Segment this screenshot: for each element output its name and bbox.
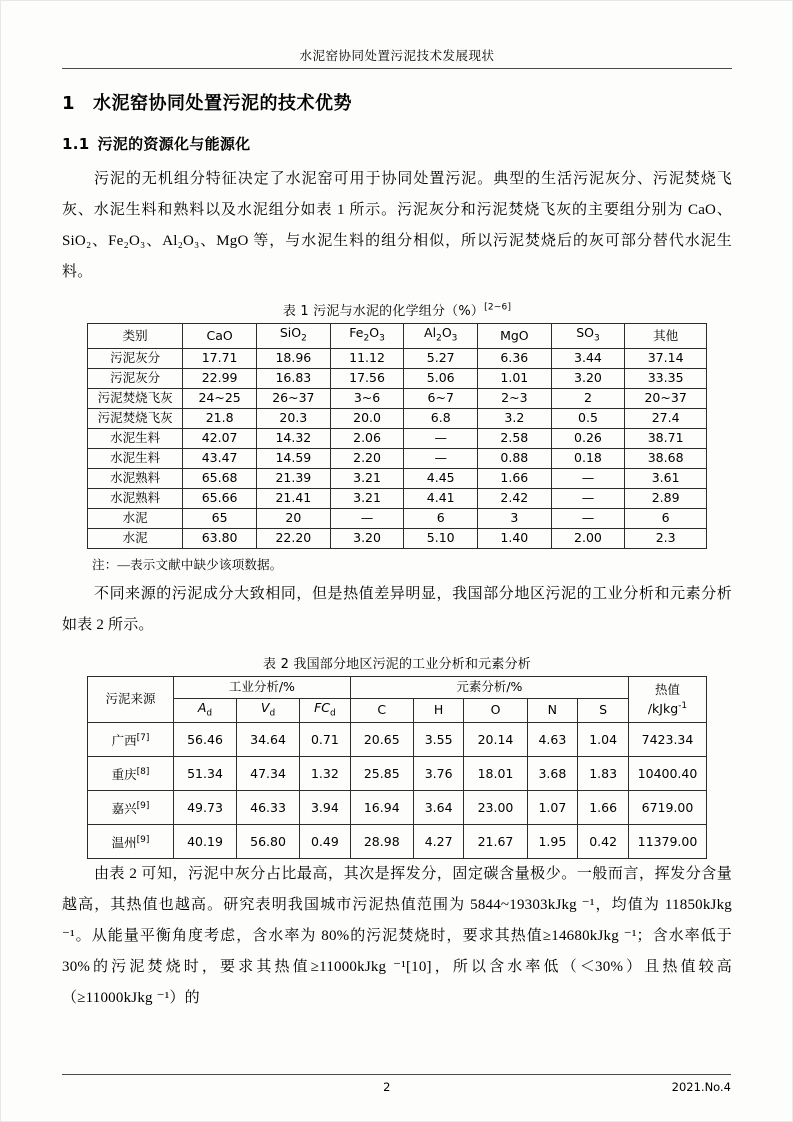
table2-cell-value: 1.07 bbox=[527, 791, 578, 825]
table1-cell-value: — bbox=[330, 508, 404, 528]
table1-cell-value: 1.66 bbox=[478, 468, 552, 488]
table1-cell-value: 2.3 bbox=[625, 528, 707, 548]
footer-divider bbox=[62, 1074, 731, 1075]
table2-cell-value: 3.55 bbox=[413, 723, 464, 757]
table1-cell-value: 2.42 bbox=[478, 488, 552, 508]
table1-cell-value: 21.39 bbox=[256, 468, 330, 488]
table1-cell-value: 6.8 bbox=[404, 408, 478, 428]
table1-cell-value: 20 bbox=[256, 508, 330, 528]
table1-cell-value: 14.32 bbox=[256, 428, 330, 448]
table1-cell-value: 3.2 bbox=[478, 408, 552, 428]
table-row bbox=[88, 825, 707, 859]
table-row bbox=[88, 348, 707, 368]
page-content bbox=[62, 46, 732, 1016]
table1-cell-value: 3.21 bbox=[330, 488, 404, 508]
table1-cell-value: 4.45 bbox=[404, 468, 478, 488]
table1-cell-value: 2.89 bbox=[625, 488, 707, 508]
page-number: 2 bbox=[383, 1080, 391, 1094]
table2-cell-value: 1.83 bbox=[578, 757, 629, 791]
table2-cell-value: 3.94 bbox=[300, 791, 351, 825]
section-title: 水泥窑协同处置污泥的技术优势 bbox=[93, 93, 353, 114]
table1-header-sio2: SiO$_2$ bbox=[256, 324, 330, 349]
table2-cell-value: 0.49 bbox=[300, 825, 351, 859]
sludge-analysis-table bbox=[87, 676, 707, 860]
table1-cell-value: 6~7 bbox=[404, 388, 478, 408]
table2-cell-heat-value: 6719.00 bbox=[629, 791, 707, 825]
table1-cell-category: 污泥焚烧飞灰 bbox=[88, 388, 183, 408]
table2-cell-value: 20.65 bbox=[350, 723, 413, 757]
table2-header-heat-value bbox=[629, 676, 707, 723]
table1-cell-value: 6.36 bbox=[478, 348, 552, 368]
table1-cell-value: 22.99 bbox=[183, 368, 257, 388]
table-row bbox=[88, 757, 707, 791]
table1-cell-value: 1.40 bbox=[478, 528, 552, 548]
table-row bbox=[88, 528, 707, 548]
table2-cell-value: 34.64 bbox=[237, 723, 300, 757]
table-row bbox=[88, 468, 707, 488]
table1-cell-value: 21.8 bbox=[183, 408, 257, 428]
table1-cell-value: 3.20 bbox=[330, 528, 404, 548]
table2-cell-value: 21.67 bbox=[464, 825, 527, 859]
table1-cell-value: — bbox=[551, 488, 625, 508]
table1-cell-value: 65.68 bbox=[183, 468, 257, 488]
footer-row bbox=[62, 1080, 731, 1094]
table1-cell-category: 污泥灰分 bbox=[88, 348, 183, 368]
table1-cell-value: 0.26 bbox=[551, 428, 625, 448]
table2-cell-value: 46.33 bbox=[237, 791, 300, 825]
table-row bbox=[88, 508, 707, 528]
table1-cell-value: 3.61 bbox=[625, 468, 707, 488]
table1-cell-value: 21.41 bbox=[256, 488, 330, 508]
table1-cell-value: 3.44 bbox=[551, 348, 625, 368]
table-row bbox=[88, 388, 707, 408]
table1-cell-value: 3 bbox=[478, 508, 552, 528]
table-row bbox=[88, 488, 707, 508]
table1-caption bbox=[62, 300, 732, 319]
table1-header-fe2o3: $Fe_2O_3$ bbox=[330, 324, 404, 349]
table2-subheader-h: H bbox=[413, 698, 464, 723]
table2-cell-value: 4.63 bbox=[527, 723, 578, 757]
table1-cell-value: 42.07 bbox=[183, 428, 257, 448]
table2-cell-value: 18.01 bbox=[464, 757, 527, 791]
table1-cell-value: 2.20 bbox=[330, 448, 404, 468]
paragraph-2: 不同来源的污泥成分大致相同，但是热值差异明显，我国部分地区污泥的工业分析和元素分析如表 2 所示。 bbox=[62, 585, 732, 633]
table1-cell-value: 65 bbox=[183, 508, 257, 528]
table1-cell-value: — bbox=[551, 508, 625, 528]
table2-cell-value: 3.76 bbox=[413, 757, 464, 791]
table-row bbox=[88, 791, 707, 825]
table2-cell-source: 广西[7] bbox=[88, 723, 174, 757]
table1-cell-value: 16.83 bbox=[256, 368, 330, 388]
table2-subheader-o: O bbox=[464, 698, 527, 723]
table2-cell-value: 47.34 bbox=[237, 757, 300, 791]
table1-cell-value: 2.00 bbox=[551, 528, 625, 548]
table2-header-industrial: 工业分析/% bbox=[174, 676, 351, 698]
chemical-composition-table bbox=[87, 323, 707, 549]
table1-cell-value: — bbox=[551, 468, 625, 488]
running-header: 水泥窑协同处置污泥技术发展现状 bbox=[299, 48, 495, 63]
table1-cell-value: 2 bbox=[551, 388, 625, 408]
table2-header-element: 元素分析/% bbox=[350, 676, 628, 698]
table2-subheader-s: S bbox=[578, 698, 629, 723]
table1-cell-value: 3~6 bbox=[330, 388, 404, 408]
page-footer bbox=[62, 1074, 731, 1094]
table2-cell-value: 23.00 bbox=[464, 791, 527, 825]
table1-cell-value: 4.41 bbox=[404, 488, 478, 508]
table1-cell-value: 0.18 bbox=[551, 448, 625, 468]
table2-cell-value: 56.80 bbox=[237, 825, 300, 859]
subsection-heading bbox=[62, 133, 732, 154]
table1-cell-value: — bbox=[404, 428, 478, 448]
table2-cell-value: 20.14 bbox=[464, 723, 527, 757]
table2-cell-value: 0.71 bbox=[300, 723, 351, 757]
table1-cell-value: 24~25 bbox=[183, 388, 257, 408]
subsection-number: 1.1 bbox=[62, 135, 90, 153]
table1-cell-value: 5.10 bbox=[404, 528, 478, 548]
paragraph-1: 污泥的无机组分特征决定了水泥窑可用于协同处置污泥。典型的生活污泥灰分、污泥焚烧飞灰、水泥生料和熟料以及水泥组分如表 1 所示。污泥灰分和污泥焚烧飞灰的主要组分别为 CaO、SiO₂、Fe₂O₃、Al₂O₃、MgO 等，与水泥生料的组分相似，所以污泥焚烧后的灰可部分替代水泥生料。 bbox=[62, 171, 732, 280]
table1-header-mgo: MgO bbox=[478, 324, 552, 349]
table1-cell-value: 11.12 bbox=[330, 348, 404, 368]
table1-cell-value: 14.59 bbox=[256, 448, 330, 468]
table-row bbox=[88, 448, 707, 468]
table2-header-row-1 bbox=[88, 676, 707, 698]
table1-cell-category: 水泥生料 bbox=[88, 448, 183, 468]
table-header-row bbox=[88, 324, 707, 349]
table1-cell-value: 37.14 bbox=[625, 348, 707, 368]
heat-unit-exponent: -1 bbox=[678, 700, 688, 711]
table1-cell-value: 3.21 bbox=[330, 468, 404, 488]
table1-cell-value: 0.88 bbox=[478, 448, 552, 468]
table1-cell-value: 6 bbox=[625, 508, 707, 528]
section-heading bbox=[62, 89, 732, 115]
table1-cell-category: 水泥生料 bbox=[88, 428, 183, 448]
table2-cell-value: 4.27 bbox=[413, 825, 464, 859]
table2-header-source: 污泥来源 bbox=[88, 676, 174, 723]
table1-cell-value: 17.71 bbox=[183, 348, 257, 368]
table1-caption-text: 表 1 污泥与水泥的化学组分（%） bbox=[282, 304, 485, 319]
table-row bbox=[88, 368, 707, 388]
table1-cell-value: 18.96 bbox=[256, 348, 330, 368]
table1-cell-value: 63.80 bbox=[183, 528, 257, 548]
table2-cell-value: 3.64 bbox=[413, 791, 464, 825]
table2-cell-source: 嘉兴[9] bbox=[88, 791, 174, 825]
table2-cell-value: 28.98 bbox=[350, 825, 413, 859]
table1-cell-value: 26~37 bbox=[256, 388, 330, 408]
table1-caption-reference: [2~6] bbox=[484, 302, 512, 313]
table1-cell-category: 水泥 bbox=[88, 508, 183, 528]
table-row bbox=[88, 723, 707, 757]
table1-cell-category: 污泥焚烧飞灰 bbox=[88, 408, 183, 428]
table1-cell-value: 17.56 bbox=[330, 368, 404, 388]
table2-subheader-c: C bbox=[350, 698, 413, 723]
table1-cell-value: 2.06 bbox=[330, 428, 404, 448]
table1-cell-value: 27.4 bbox=[625, 408, 707, 428]
table1-cell-value: 20.3 bbox=[256, 408, 330, 428]
table1-cell-value: 65.66 bbox=[183, 488, 257, 508]
table1-cell-value: 0.5 bbox=[551, 408, 625, 428]
table2-cell-source: 温州[9] bbox=[88, 825, 174, 859]
table2-subheader-vd: $V_d$ bbox=[237, 698, 300, 723]
table2-cell-value: 1.95 bbox=[527, 825, 578, 859]
table1-cell-value: 20~37 bbox=[625, 388, 707, 408]
table1-header-al2o3: $Al_2O_3$ bbox=[404, 324, 478, 349]
table2-cell-value: 56.46 bbox=[174, 723, 237, 757]
table2-cell-value: 1.32 bbox=[300, 757, 351, 791]
table2-cell-heat-value: 11379.00 bbox=[629, 825, 707, 859]
section-number: 1 bbox=[62, 93, 76, 114]
table1-cell-value: 38.68 bbox=[625, 448, 707, 468]
table1-cell-value: 20.0 bbox=[330, 408, 404, 428]
table1-cell-category: 水泥熟料 bbox=[88, 468, 183, 488]
table1-cell-value: 33.35 bbox=[625, 368, 707, 388]
table1-header-other: 其他 bbox=[625, 324, 707, 349]
table2-subheader-fcd: $FC_d$ bbox=[300, 698, 351, 723]
table2-cell-value: 1.04 bbox=[578, 723, 629, 757]
table2-subheader-n: N bbox=[527, 698, 578, 723]
table1-cell-value: 2.58 bbox=[478, 428, 552, 448]
table2-cell-value: 51.34 bbox=[174, 757, 237, 791]
table2-header-row-2 bbox=[88, 698, 707, 723]
table2-caption: 表 2 我国部分地区污泥的工业分析和元素分析 bbox=[263, 656, 531, 672]
table2-cell-value: 25.85 bbox=[350, 757, 413, 791]
table1-cell-value: 5.06 bbox=[404, 368, 478, 388]
table1-cell-value: 43.47 bbox=[183, 448, 257, 468]
table2-cell-source: 重庆[8] bbox=[88, 757, 174, 791]
table2-cell-value: 1.66 bbox=[578, 791, 629, 825]
table-row bbox=[88, 408, 707, 428]
table2-cell-heat-value: 10400.40 bbox=[629, 757, 707, 791]
table2-cell-value: 49.73 bbox=[174, 791, 237, 825]
table1-cell-value: 38.71 bbox=[625, 428, 707, 448]
subsection-title: 污泥的资源化与能源化 bbox=[97, 135, 251, 153]
table2-cell-value: 40.19 bbox=[174, 825, 237, 859]
heat-label: 热值 bbox=[654, 681, 680, 697]
table-row bbox=[88, 428, 707, 448]
table1-cell-value: 6 bbox=[404, 508, 478, 528]
table2-cell-value: 0.42 bbox=[578, 825, 629, 859]
table1-cell-category: 水泥 bbox=[88, 528, 183, 548]
table1-cell-value: 1.01 bbox=[478, 368, 552, 388]
table2-cell-heat-value: 7423.34 bbox=[629, 723, 707, 757]
table1-cell-value: 22.20 bbox=[256, 528, 330, 548]
table1-header-category: 类别 bbox=[88, 324, 183, 349]
table1-header-cao: CaO bbox=[183, 324, 257, 349]
table1-cell-category: 污泥灰分 bbox=[88, 368, 183, 388]
paragraph-3: 由表 2 可知，污泥中灰分占比最高，其次是挥发分，固定碳含量极少。一般而言，挥发分含量越高，其热值也越高。研究表明我国城市污泥热值范围为 5844~19303kJkg ⁻¹，均值为 11850kJkg ⁻¹。从能量平衡角度考虑，含水率为 80%的污泥焚烧时，要求其热值≥14680kJkg ⁻¹；含水率低于 30%的污泥焚烧时，要求其热值≥11000kJkg ⁻¹[10]，所以含水率低（＜30%）且热值较高（≥11000kJkg ⁻¹）的 bbox=[62, 866, 732, 1006]
table2-subheader-ad: $A_d$ bbox=[174, 698, 237, 723]
issue-label: 2021.No.4 bbox=[671, 1080, 731, 1094]
table1-cell-value: 2~3 bbox=[478, 388, 552, 408]
heat-unit: /kJkg bbox=[647, 700, 679, 716]
table1-note: 注：—表示文献中缺少该项数据。 bbox=[92, 557, 283, 572]
table2-cell-value: 3.68 bbox=[527, 757, 578, 791]
table1-cell-value: — bbox=[404, 448, 478, 468]
header-divider bbox=[62, 68, 732, 69]
table2-cell-value: 16.94 bbox=[350, 791, 413, 825]
table1-cell-value: 3.20 bbox=[551, 368, 625, 388]
table1-cell-value: 5.27 bbox=[404, 348, 478, 368]
table1-cell-category: 水泥熟料 bbox=[88, 488, 183, 508]
table1-header-so3: $SO_3$ bbox=[551, 324, 625, 349]
